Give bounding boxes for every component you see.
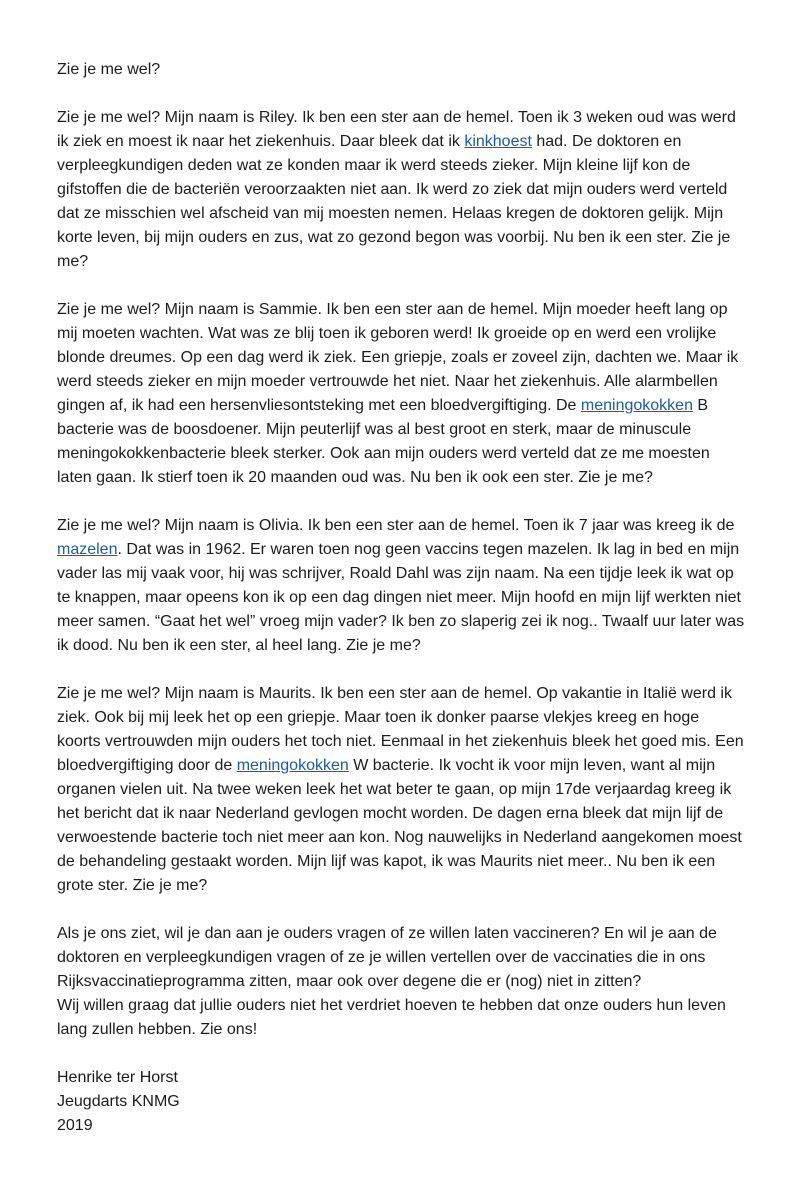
riley-text-before: Zie je me wel? Mijn naam is Riley. Ik ben een ster aan de hemel. Toen ik 3 weken oud was werd ik ziek en moest ik naar het ziekenhuis. Daar bleek dat ik: [57, 109, 736, 150]
riley-text-after: had. De doktoren en verpleegkundigen deden wat ze konden maar ik werd steeds zieker. Mijn kleine lijf kon de gifstoffen die de bacteriën veroorzaakten niet aan. Ik werd zo ziek dat mijn ouders werd verteld dat ze misschien wel afscheid van mij moesten nemen. Helaas kregen de doktoren gelijk. Mijn korte leven, bij mijn ouders en zus, wat zo gezond begon was voorbij. Nu ben ik een ster. Zie je me?: [57, 133, 731, 270]
document-page: [57, 58, 747, 1138]
paragraph-maurits: [57, 682, 747, 898]
paragraph-olivia: [57, 514, 747, 658]
signature-year: 2019: [57, 1117, 93, 1134]
signature-block: [57, 1066, 747, 1138]
signature-role: Jeugdarts KNMG: [57, 1093, 180, 1110]
link-mazelen[interactable]: mazelen: [57, 541, 118, 558]
sammie-text-before: Zie je me wel? Mijn naam is Sammie. Ik ben een ster aan de hemel. Mijn moeder heeft lang op mij moeten wachten. Wat was ze blij toen ik geboren werd! Ik groeide op en werd een vrolijke blonde dreumes. Op een dag werd ik ziek. Een griepje, zoals er zoveel zijn, dachten we. Maar ik werd steeds zieker en mijn moeder vertrouwde het niet. Naar het ziekenhuis. Alle alarmbellen gingen af, ik had een hersenvliesontsteking met een bloedvergiftiging. De: [57, 301, 739, 414]
paragraph-closing: Als je ons ziet, wil je dan aan je ouders vragen of ze willen laten vaccineren? En wil je aan de doktoren en verpleegkundigen vragen of ze je willen vertellen over de vaccinaties die in ons Rijksvaccinatieprogramma zitten, maar ook over degene die er (nog) niet in zitten? Wij willen graag dat jullie ouders niet het verdriet hoeven te hebben dat onze ouders hun leven lang zullen hebben. Zie ons!: [57, 925, 726, 1038]
sammie-text-after: B bacterie was de boosdoener. Mijn peuterlijf was al best groot en sterk, maar de minuscule meningokokkenbacterie bleek sterker. Ook aan mijn ouders werd verteld dat ze me moesten laten gaan. Ik stierf toen ik 20 maanden oud was. Nu ben ik ook een ster. Zie je me?: [57, 397, 710, 486]
document-title: Zie je me wel?: [57, 61, 161, 78]
signature-name: Henrike ter Horst: [57, 1069, 178, 1086]
olivia-text-after: . Dat was in 1962. Er waren toen nog geen vaccins tegen mazelen. Ik lag in bed en mijn vader las mij vaak voor, hij was schrijver, Roald Dahl was zijn naam. Na een tijdje leek ik wat op te knappen, maar opeens kon ik op een dag dingen niet meer. Mijn hoofd en mijn lijf werkten niet meer samen. “Gaat het wel” vroeg mijn vader? Ik ben zo slaperig zei ik nog.. Twaalf uur later was ik dood. Nu ben ik een ster, al heel lang. Zie je me?: [57, 541, 745, 654]
paragraph-sammie: [57, 298, 747, 490]
olivia-text-before: Zie je me wel? Mijn naam is Olivia. Ik ben een ster aan de hemel. Toen ik 7 jaar was kreeg ik de: [57, 517, 735, 534]
link-kinkhoest[interactable]: kinkhoest: [464, 133, 532, 150]
link-meningokokken-w[interactable]: meningokokken: [236, 757, 349, 774]
paragraph-riley: [57, 106, 747, 274]
maurits-text-before: Zie je me wel? Mijn naam is Maurits. Ik ben een ster aan de hemel. Op vakantie in Italië werd ik ziek. Ook bij mij leek het op een griepje. Maar toen ik donker paarse vlekjes kreeg en hoge koorts vertrouwden mijn ouders het toch niet. Eenmaal in het ziekenhuis bleek het goed mis. Een bloedvergiftiging door de: [57, 685, 744, 774]
maurits-text-after: W bacterie. Ik vocht ik voor mijn leven, want al mijn organen vielen uit. Na twee weken leek het wat beter te gaan, op mijn 17de verjaardag kreeg ik het bericht dat ik naar Nederland gevlogen mocht worden. De dagen erna bleek dat mijn lijf de verwoestende bacterie toch niet meer aan kon. Nog nauwelijks in Nederland aangekomen moest de behandeling gestaakt worden. Mijn lijf was kapot, ik was Maurits niet meer.. Nu ben ik een grote ster. Zie je me?: [57, 757, 742, 894]
link-meningokokken-b[interactable]: meningokokken: [580, 397, 693, 414]
